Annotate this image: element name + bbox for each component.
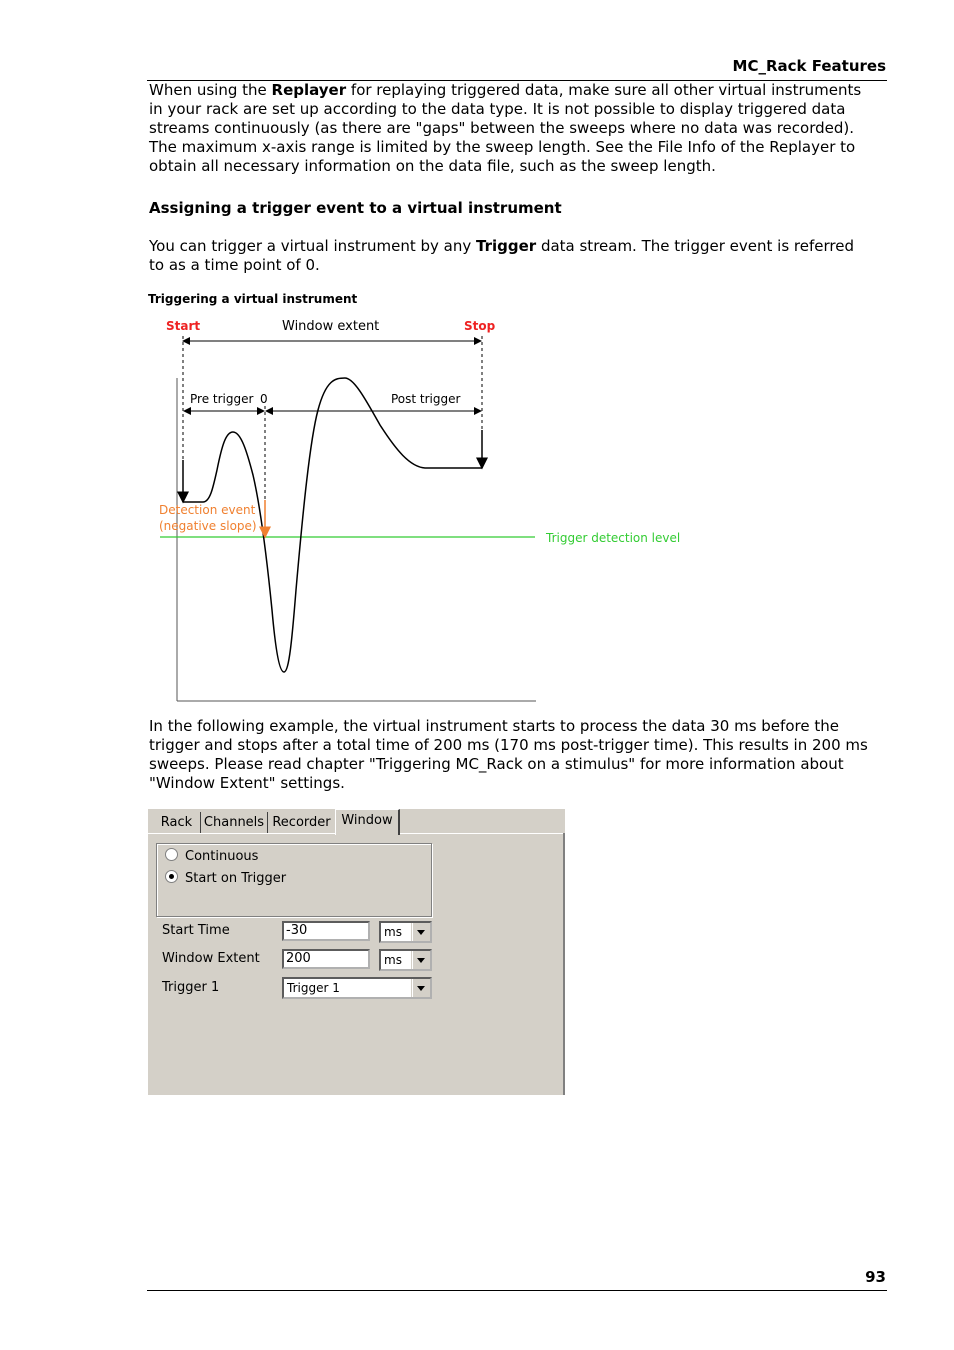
trigger-select[interactable]: Trigger 1 [282, 977, 432, 999]
trigger-level-label: Trigger detection level [546, 531, 681, 545]
radio-continuous-circle[interactable] [165, 848, 178, 861]
settings-dialog [148, 809, 565, 1095]
replayer-term: Replayer [271, 81, 347, 99]
section-heading: Assigning a trigger event to a virtual instrument [149, 199, 562, 217]
intro-paragraph: When using the Replayer for replaying triggered data, make sure all other virtual instruments in your rack are set up according to the data type. It is not possible to display triggered data streams continuously (as there are "gaps" between the sweeps where no data was recorded). The maximum x-axis range is limited by the sweep length. See the File Info of the Replayer to obtain all necessary information on the data file, such as the sweep length. [149, 81, 862, 175]
stop-label: Stop [464, 319, 496, 333]
window-extent-unit-select[interactable]: ms [379, 949, 432, 971]
tab-channels[interactable]: Channels [201, 812, 268, 833]
example-paragraph: In the following example, the virtual instrument starts to process the data 30 ms before the trigger and stops after a total time of 200 ms (170 ms post-trigger time). This results in 200 ms sweeps. Please read chapter "Triggering MC_Rack on a stimulus" for more information about "Window Extent" settings. [149, 717, 868, 792]
start-time-input[interactable]: -30 [282, 921, 370, 941]
trigger-diagram [140, 310, 710, 710]
tab-window[interactable]: Window [335, 809, 400, 835]
running-header: MC_Rack Features [732, 57, 886, 75]
page-number: 93 [865, 1268, 886, 1286]
chevron-down-icon[interactable] [412, 979, 430, 997]
trigger-term: Trigger [476, 237, 537, 255]
start-time-label: Start Time [162, 923, 230, 938]
pre-trigger-label: Pre trigger [190, 392, 254, 406]
window-extent-label: Window Extent [162, 951, 260, 966]
figure-caption: Triggering a virtual instrument [148, 292, 358, 306]
tab-strip [148, 809, 565, 834]
start-label: Start [166, 319, 201, 333]
radio-continuous[interactable]: Continuous [165, 848, 258, 866]
tab-recorder[interactable]: Recorder [272, 815, 331, 830]
chevron-down-icon[interactable] [412, 923, 430, 941]
window-extent-label: Window extent [282, 319, 380, 334]
negative-slope-label: (negative slope) [159, 519, 257, 533]
chevron-down-icon[interactable] [412, 951, 430, 969]
trigger-mode-group [156, 843, 432, 917]
window-extent-input[interactable]: 200 [282, 949, 370, 969]
post-trigger-label: Post trigger [391, 392, 461, 406]
zero-label: 0 [260, 392, 268, 406]
trigger-label: Trigger 1 [162, 980, 220, 995]
detection-event-label: Detection event [159, 503, 256, 517]
radio-start-on-trigger[interactable]: Start on Trigger [165, 870, 286, 888]
trigger-paragraph: You can trigger a virtual instrument by any Trigger data stream. The trigger event is referred to as a time point of 0. [149, 237, 854, 274]
tab-rack[interactable]: Rack [153, 812, 201, 833]
start-time-unit-select[interactable]: ms [379, 921, 432, 943]
radio-start-on-trigger-circle[interactable] [165, 870, 178, 883]
footer-rule [147, 1290, 887, 1291]
